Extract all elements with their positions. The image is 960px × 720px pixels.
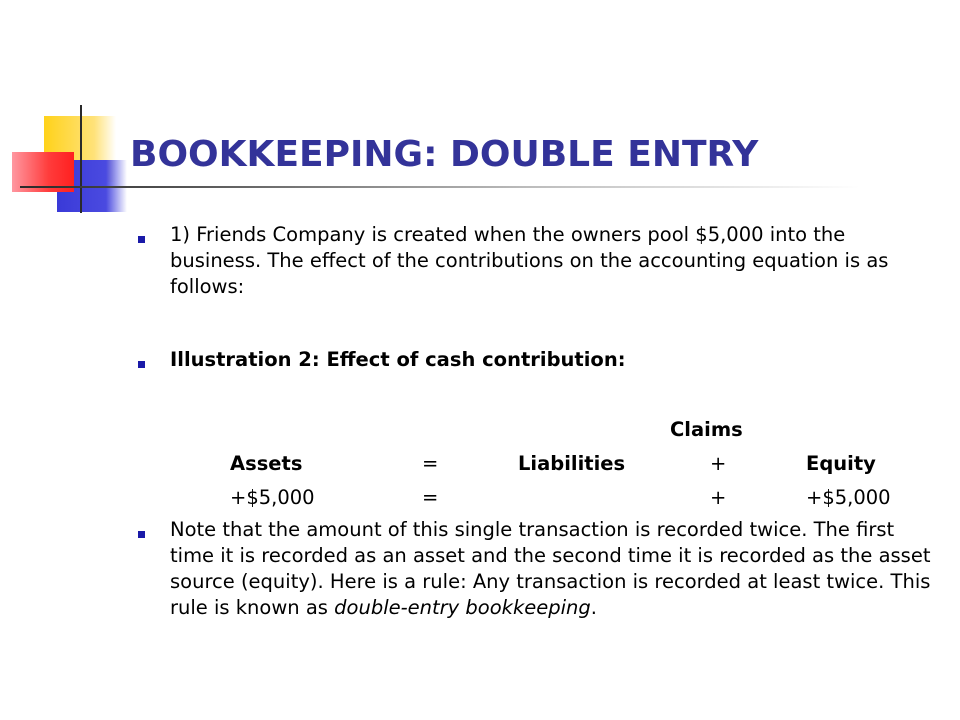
bullet-text-3-main: Note that the amount of this single transaction is recorded twice. The first time it is recorded as an asset and the second time it is recorded as the asset source (equity). Here is a rule: Any transaction is recorded at least twice. This rule is known as <box>170 518 931 619</box>
plus-sign: + <box>710 452 727 475</box>
equity-value: +$5,000 <box>806 486 891 509</box>
double-entry-term: double-entry bookkeeping <box>334 596 591 619</box>
slide-title: BOOKKEEPING: DOUBLE ENTRY <box>130 134 759 175</box>
liabilities-header: Liabilities <box>518 452 626 475</box>
assets-header: Assets <box>230 452 303 475</box>
bullet-text-3-end: . <box>590 596 597 619</box>
equals-sign: = <box>422 486 439 509</box>
bullet-text-3 <box>170 517 940 621</box>
assets-value: +$5,000 <box>230 486 315 509</box>
equity-header: Equity <box>806 452 876 475</box>
bullet-marker <box>138 361 145 368</box>
claims-label: Claims <box>670 418 743 441</box>
plus-sign: + <box>710 486 727 509</box>
bullet-marker <box>138 531 145 538</box>
horizontal-line-decoration <box>20 186 860 188</box>
bullet-text-1: 1) Friends Company is created when the owners pool $5,000 into the business. The effect of the contributions on the accounting equation is as follows: <box>170 223 889 298</box>
bullet-marker <box>138 236 145 243</box>
equals-sign: = <box>422 452 439 475</box>
bullet-text-2: Illustration 2: Effect of cash contribution: <box>170 348 626 371</box>
